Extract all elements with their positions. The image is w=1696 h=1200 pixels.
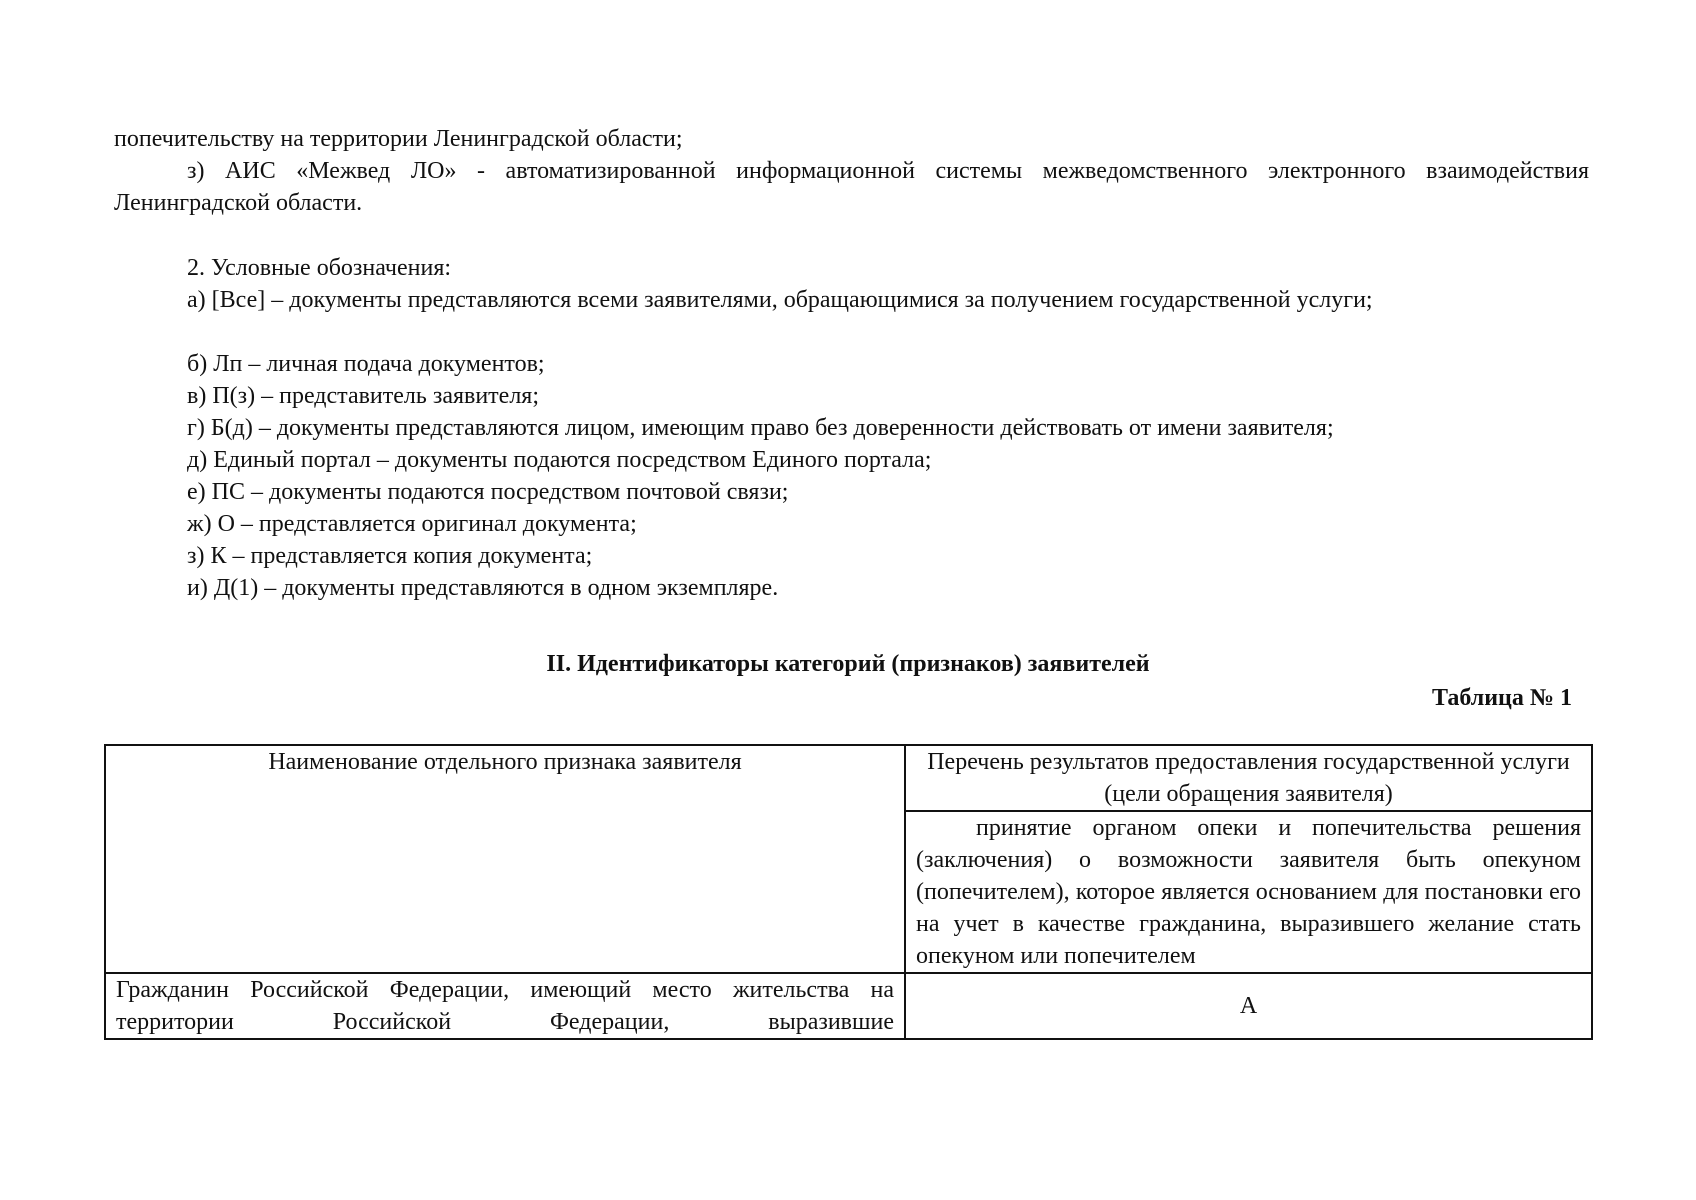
legend-item-e: е) ПС – документы подаются посредством почтовой связи; [187, 479, 789, 505]
legend-item-i: и) Д(1) – документы представляются в одном экземпляре. [187, 575, 779, 601]
legend-item-z: з) К – представляется копия документа; [187, 543, 593, 569]
intro-line: попечительству на территории Ленинградской области; [114, 126, 683, 152]
header-cell-attribute: Наименование отдельного признака заявителя [105, 745, 905, 973]
legend-item-g: г) Б(д) – документы представляются лицом, имеющим право без доверенности действовать от имени заявителя; [187, 415, 1334, 441]
section-heading: II. Идентификаторы категорий (признаков) заявителей [546, 651, 1150, 677]
applicant-categories-table [104, 744, 1593, 1040]
table-header-row [105, 745, 1592, 811]
row-result-cell: А [905, 973, 1592, 1039]
legend-item-a: а) [Все] – документы представляются всеми заявителями, обращающимися за получением государственной услуги; [187, 287, 1373, 313]
legend-item-d: д) Единый портал – документы подаются посредством Единого портала; [187, 447, 932, 473]
table-label: Таблица № 1 [1431, 685, 1572, 711]
header-cell-results: Перечень результатов предоставления государственной услуги (цели обращения заявителя) [905, 745, 1592, 811]
legend-item-zh: ж) О – представляется оригинал документа; [187, 511, 637, 537]
legend-item-v: в) П(з) – представитель заявителя; [187, 383, 540, 409]
intro-item-z: з) АИС «Межвед ЛО» - автоматизированной информационной системы межведомственного электронного взаимодействия Ленинградской области. [114, 158, 1589, 216]
result-description-cell: принятие органом опеки и попечительства решения (заключения) о возможности заявителя быть опекуном (попечителем), которое является основанием для постановки его на учет в качестве гражданина, выразившего желание стать опекуном или попечителем [905, 811, 1592, 973]
legend-title: 2. Условные обозначения: [187, 255, 452, 281]
row-attribute-cell: Гражданин Российской Федерации, имеющий место жительства на территории Российской Федерации, выразившие [105, 973, 905, 1039]
legend-item-b: б) Лп – личная подача документов; [187, 351, 545, 377]
table-row [105, 973, 1592, 1039]
